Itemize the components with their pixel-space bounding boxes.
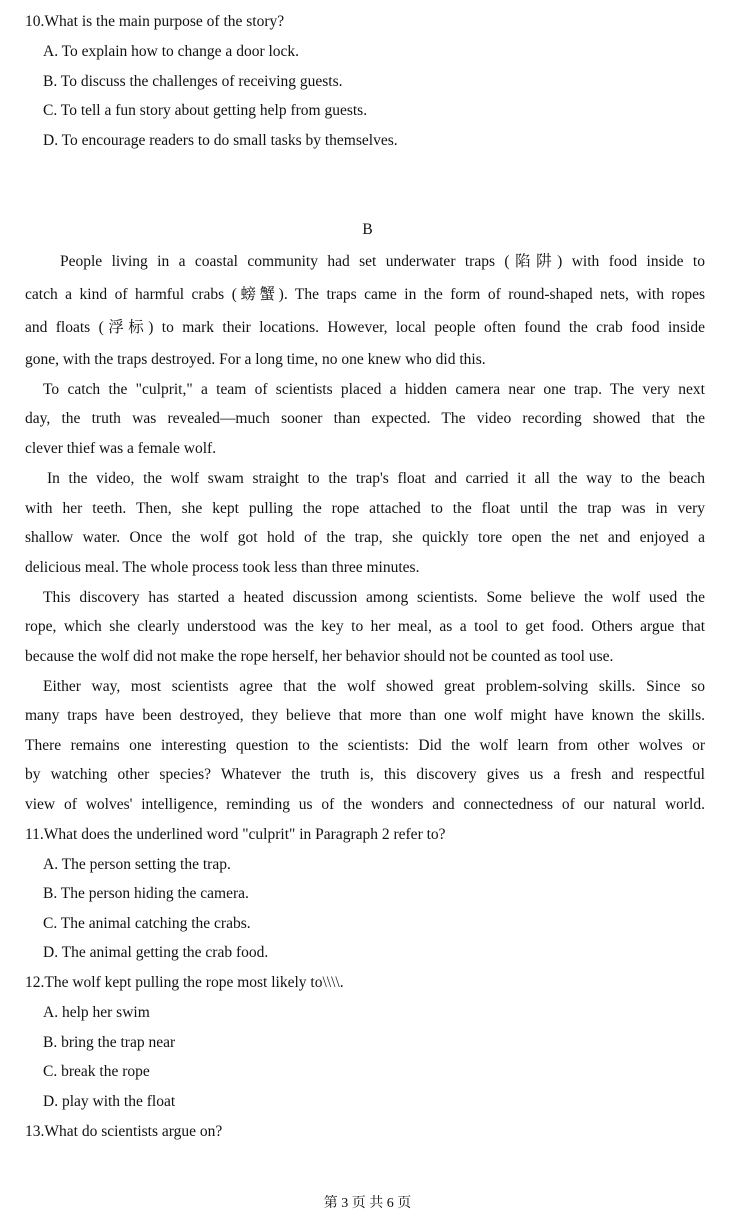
passage-line: catch a kind of harmful crabs (螃蟹). The traps came in the form of round-shaped nets, with ropes	[25, 286, 705, 303]
question-12-stem: 12.The wolf kept pulling the rope most likely to\\\\.	[25, 974, 344, 991]
passage-line: day, the truth was revealed—much sooner than expected. The video recording showed that the	[25, 410, 705, 427]
passage-label: B	[362, 221, 373, 238]
question-10-stem: 10.What is the main purpose of the story?	[25, 13, 285, 30]
question-10-option-a: A. To explain how to change a door lock.	[43, 43, 300, 60]
question-10-option-c: C. To tell a fun story about getting help from guests.	[43, 102, 368, 119]
passage-line: delicious meal. The whole process took less than three minutes.	[25, 559, 420, 576]
question-11-stem: 11.What does the underlined word "culprit" in Paragraph 2 refer to?	[25, 826, 446, 843]
question-12-option-a: A. help her swim	[43, 1004, 150, 1021]
passage-line: In the video, the wolf swam straight to the trap's float and carried it all the way to the beach	[47, 470, 705, 487]
passage-line: shallow water. Once the wolf got hold of the trap, she quickly tore open the net and enjoyed a	[25, 529, 705, 546]
passage-line: Either way, most scientists agree that the wolf showed great problem-solving skills. Since so	[43, 678, 705, 695]
passage-line: People living in a coastal community had set underwater traps (陷阱) with food inside to	[60, 253, 705, 270]
question-10-option-d: D. To encourage readers to do small tasks by themselves.	[43, 132, 398, 149]
question-12-option-d: D. play with the float	[43, 1093, 176, 1110]
passage-line: To catch the "culprit," a team of scientists placed a hidden camera near one trap. The very next	[43, 381, 705, 398]
passage-line: clever thief was a female wolf.	[25, 440, 217, 457]
question-11-option-a: A. The person setting the trap.	[43, 856, 231, 873]
passage-line: because the wolf did not make the rope herself, her behavior should not be counted as tool use.	[25, 648, 614, 665]
passage-line: There remains one interesting question to the scientists: Did the wolf learn from other wolves or	[25, 737, 705, 754]
passage-line: view of wolves' intelligence, reminding us of the wonders and connectedness of our natural world.	[25, 796, 705, 813]
question-11-option-d: D. The animal getting the crab food.	[43, 944, 269, 961]
passage-line: many traps have been destroyed, they believe that more than one wolf might have known the skills.	[25, 707, 705, 724]
passage-line: with her teeth. Then, she kept pulling the rope attached to the float until the trap was in very	[25, 500, 705, 517]
question-10-option-b: B. To discuss the challenges of receiving guests.	[43, 73, 343, 90]
question-12-option-c: C. break the rope	[43, 1063, 150, 1080]
page-footer: 第 3 页 共 6 页	[323, 1196, 412, 1211]
question-13-stem: 13.What do scientists argue on?	[25, 1123, 223, 1140]
question-11-option-c: C. The animal catching the crabs.	[43, 915, 251, 932]
passage-line: This discovery has started a heated discussion among scientists. Some believe the wolf used the	[43, 589, 705, 606]
passage-line: rope, which she clearly understood was the key to her meal, as a tool to get food. Others argue that	[25, 618, 705, 635]
passage-line: by watching other species? Whatever the truth is, this discovery gives us a fresh and respectful	[25, 766, 705, 783]
passage-line: gone, with the traps destroyed. For a long time, no one knew who did this.	[25, 351, 486, 368]
question-11-option-b: B. The person hiding the camera.	[43, 885, 249, 902]
passage-line: and floats (浮标) to mark their locations. However, local people often found the crab food inside	[25, 319, 705, 336]
question-12-option-b: B. bring the trap near	[43, 1034, 176, 1051]
